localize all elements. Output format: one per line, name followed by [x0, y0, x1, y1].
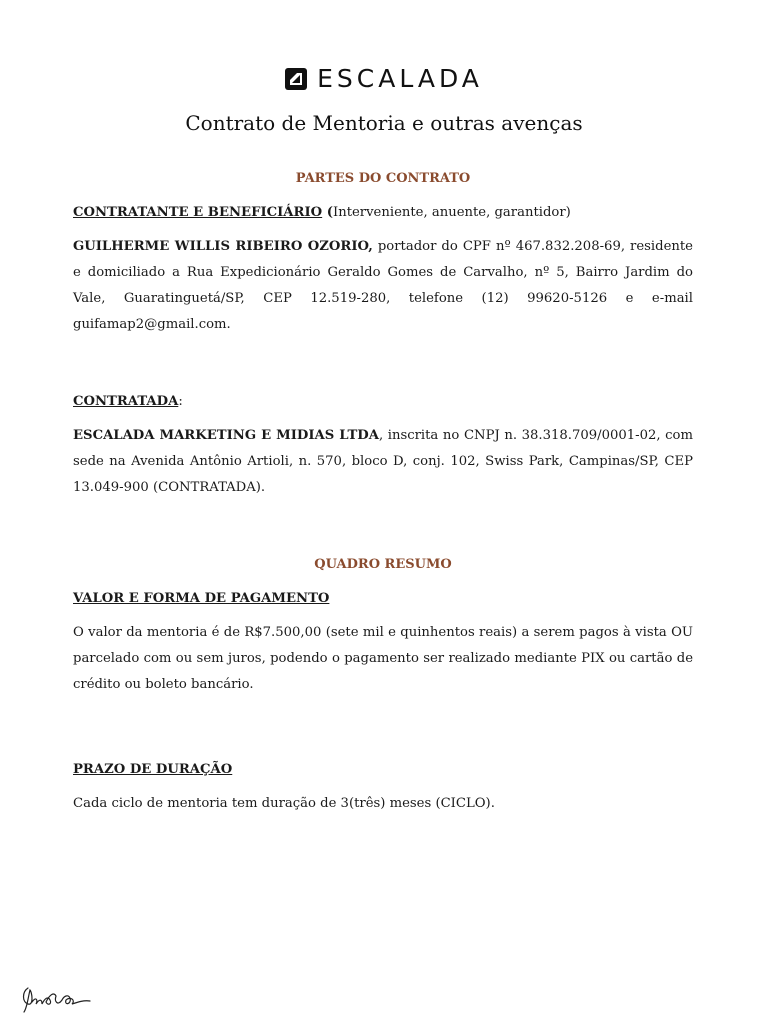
contratante-line: [73, 200, 693, 226]
prazo-paragraph: Cada ciclo de mentoria tem duração de 3(três) meses (CICLO).: [73, 796, 495, 811]
contratante-text: portador do CPF nº 467.832.208-69, residente e domiciliado a Rua Expedicionário Geraldo Gomes de Carvalho, nº 5, Bairro Jardim do Vale, Guaratinguetá/SP, CEP 12.519-280, telefone (12) 99620-5126 e e-mail guifamap2@gmail.com.: [73, 239, 693, 332]
contratante-name: GUILHERME WILLIS RIBEIRO OZORIO,: [73, 239, 373, 254]
logo: [0, 64, 768, 93]
contratada-name: ESCALADA MARKETING E MIDIAS LTDA: [73, 428, 379, 443]
contratada-text: , inscrita no CNPJ n. 38.318.709/0001-02, com sede na Avenida Antônio Artioli, n. 570, bloco D, conj. 102, Swiss Park, Campinas/SP, CEP 13.049-900 (CONTRATADA).: [73, 428, 693, 495]
section-heading-quadro: QUADRO RESUMO: [314, 557, 452, 572]
document-body: [73, 166, 693, 817]
contratante-label: CONTRATANTE E BENEFICIÁRIO: [73, 205, 323, 220]
prazo-label: PRAZO DE DURAÇÃO: [73, 762, 233, 777]
valor-line: [73, 586, 693, 612]
contratante-note: Interveniente, anuente, garantidor): [333, 205, 571, 220]
contratante-paragraph: [73, 234, 693, 338]
contratada-line: [73, 389, 693, 415]
contratada-label: CONTRATADA: [73, 394, 179, 409]
escalada-logo-icon: [285, 68, 307, 90]
signature-image: [18, 978, 96, 1018]
contratada-paragraph: [73, 423, 693, 501]
contratada-colon: :: [178, 394, 183, 409]
contratante-open: (: [322, 205, 333, 220]
valor-paragraph: O valor da mentoria é de R$7.500,00 (sete mil e quinhentos reais) a serem pagos à vista OU parcelado com ou sem juros, podendo o pagamento ser realizado mediante PIX ou cartão de crédito ou boleto bancário.: [73, 625, 693, 692]
logo-text: ESCALADA: [317, 64, 483, 93]
document-title: Contrato de Mentoria e outras avenças: [185, 111, 583, 135]
valor-label: VALOR E FORMA DE PAGAMENTO: [73, 591, 330, 606]
section-heading-partes: PARTES DO CONTRATO: [295, 171, 471, 186]
prazo-line: [73, 757, 693, 783]
